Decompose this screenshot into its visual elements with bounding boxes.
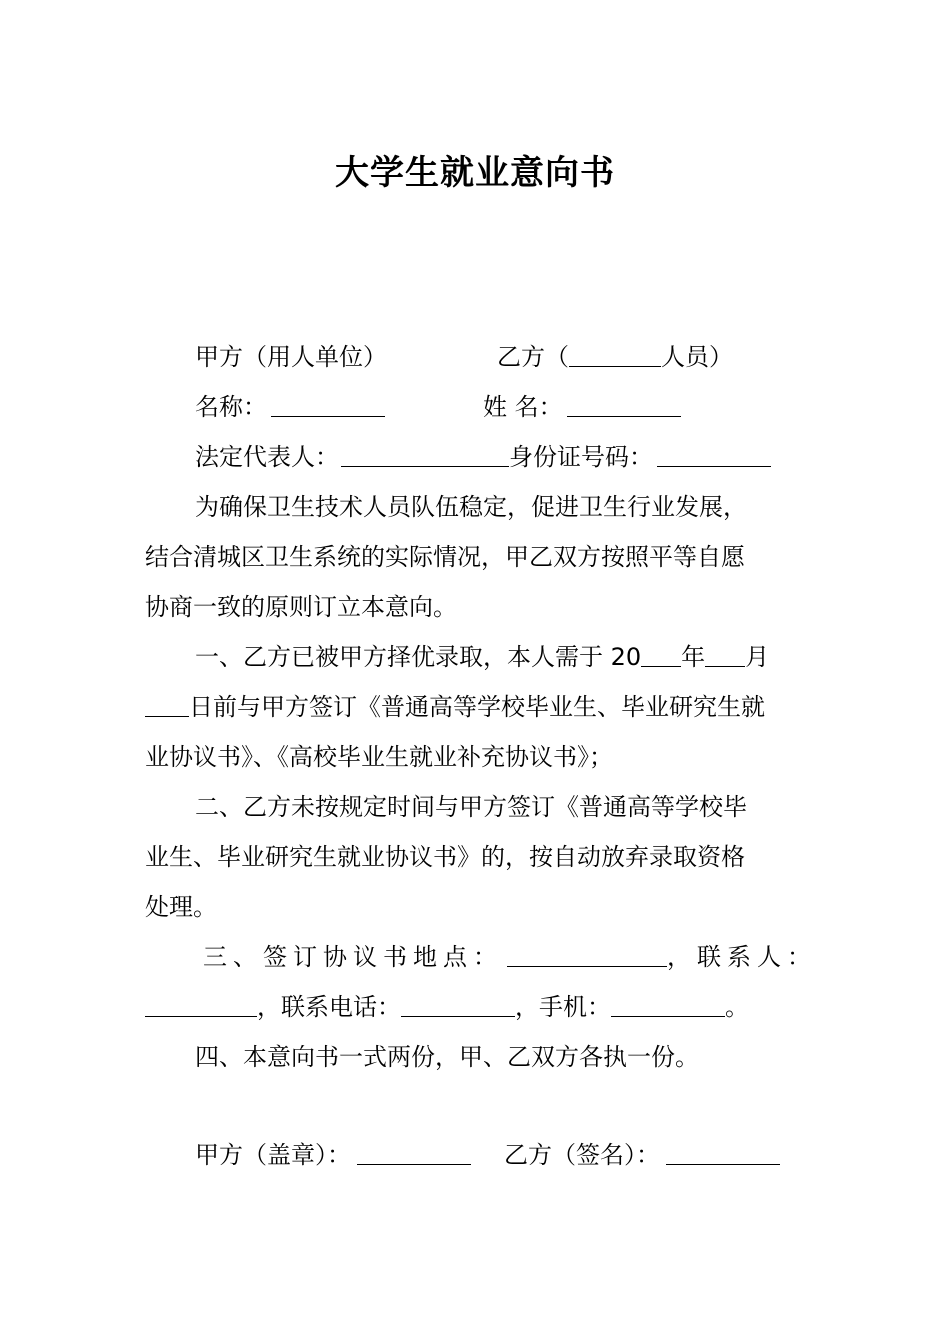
intro-line-1: 为确保卫生技术人员队伍稳定，促进卫生行业发展， [195,493,747,521]
intro-line-3: 协商一致的原则订立本意向。 [145,593,457,621]
party-a-seal-label: 甲方（盖章）： [195,1141,351,1169]
phone-blank [401,990,515,1017]
party-b-sign-blank [666,1138,780,1165]
party-b-label [497,340,733,374]
item1-line-2 [145,690,765,724]
day-blank [145,690,189,717]
surname-blank [567,390,681,417]
item3-phone-label: ，联系电话： [257,993,401,1021]
item3-line-1 [203,940,817,974]
legal-rep-field [195,440,771,474]
year-blank [641,640,681,667]
party-b-suffix: 人员） [661,343,733,371]
name-blank [271,390,385,417]
party-b-prefix: 乙方（ [497,343,569,371]
month-label: 月 [745,643,770,671]
mobile-blank [611,990,725,1017]
item3-line-2 [145,990,749,1024]
name-label: 名称： [195,393,267,421]
item3-end: 。 [725,993,749,1021]
party-a-seal-blank [357,1138,471,1165]
item3-location-label: 三、签订协议书地点： [203,943,503,971]
id-blank [657,440,771,467]
item1-text: 一、乙方已被甲方择优录取，本人需于 20 [195,643,642,671]
item1-line-1 [195,640,769,674]
party-b-sign-field [504,1138,780,1172]
item3-mobile-label: ，手机： [515,993,611,1021]
item3-comma: ， [667,943,697,971]
item1-text-2: 日前与甲方签订《普通高等学校毕业生、毕业研究生就 [189,693,765,721]
item2-line-2: 业生、毕业研究生就业协议书》的，按自动放弃录取资格 [145,843,745,871]
legal-rep-blank [341,440,509,467]
party-b-sign-label: 乙方（签名）： [504,1141,660,1169]
name-field [195,390,385,424]
surname-label: 姓 名： [483,393,563,421]
year-label: 年 [681,643,706,671]
item1-line-3: 业协议书》、《高校毕业生就业补充协议书》； [145,743,613,771]
item2-line-1: 二、乙方未按规定时间与甲方签订《普通高等学校毕 [195,793,747,821]
item3-contact-label: 联系人： [697,943,817,971]
document-title: 大学生就业意向书 [335,153,615,193]
intro-line-2: 结合清城区卫生系统的实际情况，甲乙双方按照平等自愿 [145,543,745,571]
party-a-seal-field [195,1138,471,1172]
item4-line: 四、本意向书一式两份，甲、乙双方各执一份。 [195,1043,699,1071]
id-label: 身份证号码： [509,443,653,471]
legal-rep-label: 法定代表人： [195,443,339,471]
surname-field [483,390,681,424]
party-a-label: 甲方（用人单位） [195,343,387,371]
contact-blank [145,990,257,1017]
party-b-type-blank [569,340,661,367]
location-blank [507,940,667,967]
item2-line-3: 处理。 [145,893,217,921]
month-blank [705,640,745,667]
